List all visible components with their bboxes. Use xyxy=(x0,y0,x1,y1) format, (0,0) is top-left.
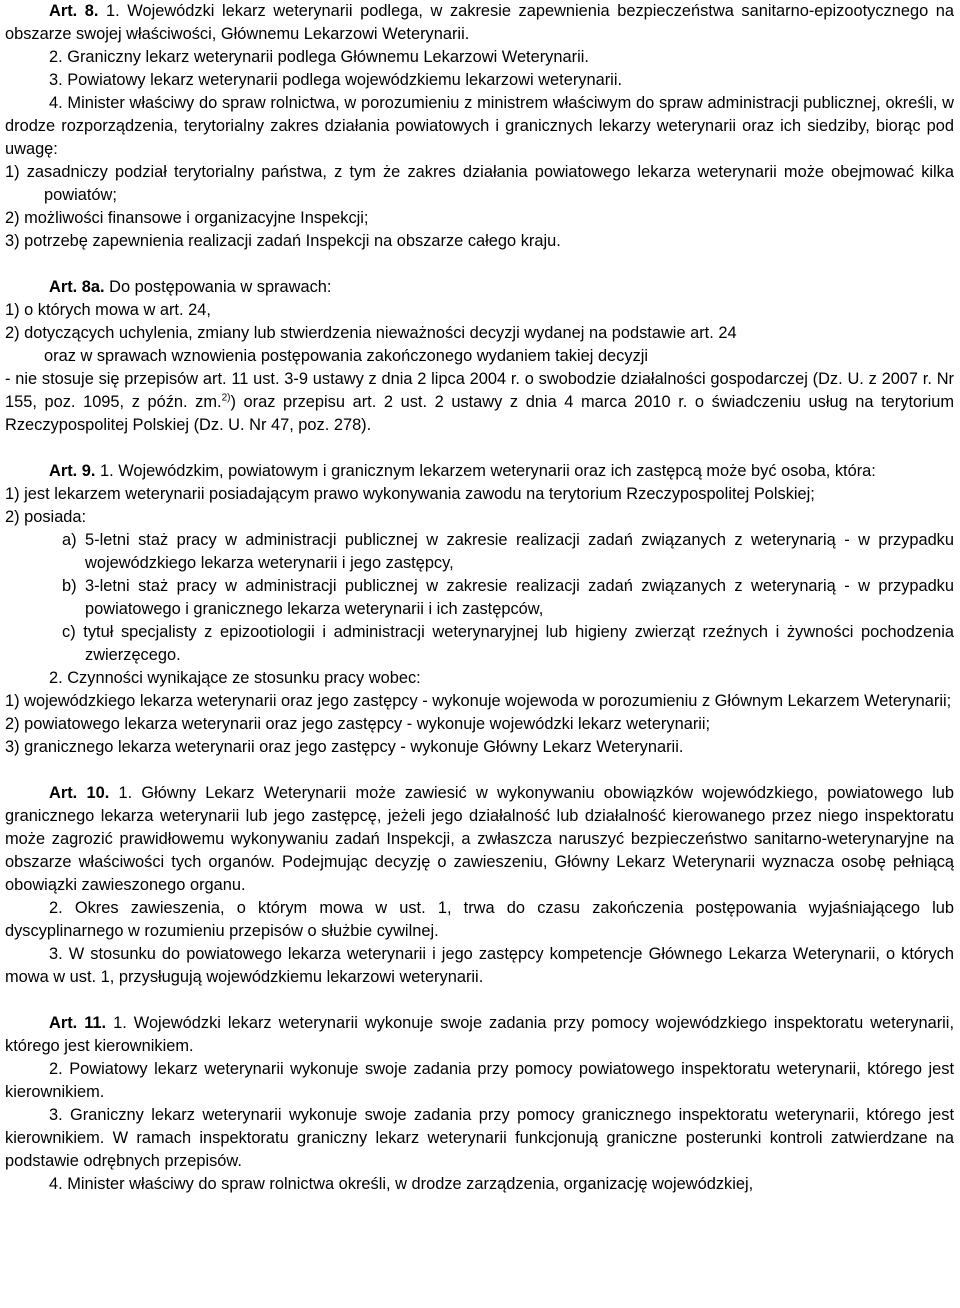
art11-par2: 2. Powiatowy lekarz weterynarii wykonuje swoje zadania przy pomocy powiatowego inspektoratu weterynarii, którego jest kierownikiem. xyxy=(5,1060,954,1101)
art8a-intro: Art. 8a. Do postępowania w sprawach: xyxy=(49,278,332,296)
art11-par3: 3. Graniczny lekarz weterynarii wykonuje swoje zadania przy pomocy granicznego inspektoratu weterynarii, którego jest kierownikiem. W ramach inspektoratu graniczny lekarz weterynarii funkcjonują graniczne posterunki kontroli zatwierdzane na podstawie odrębnych przepisów. xyxy=(5,1106,954,1170)
art8-par3: 3. Powiatowy lekarz weterynarii podlega wojewódzkiemu lekarzowi weterynarii. xyxy=(49,71,623,89)
art8a-item-2: 2) dotyczących uchylenia, zmiany lub stwierdzenia nieważności decyzji wydanej na podstawie art. 24 xyxy=(5,324,737,342)
art8-par4: 4. Minister właściwy do spraw rolnictwa, w porozumieniu z ministrem właściwym do spraw administracji publicznej, określi, w drodze rozporządzenia, terytorialny zakres działania powiatowych i granicznych lekarzy weterynarii oraz ich siedziby, biorąc pod uwagę: xyxy=(5,94,954,158)
art11-par1: Art. 11. 1. Wojewódzki lekarz weterynarii wykonuje swoje zadania przy pomocy wojewódzkiego inspektoratu weterynarii, którego jest kierownikiem. xyxy=(5,1014,955,1055)
article-9 xyxy=(5,460,954,759)
art9-sub-a: a) 5-letni staż pracy w administracji publicznej w zakresie realizacji zadań związanych z weterynarią - w przypadku wojewódzkiego lekarza weterynarii i jego zastępcy, xyxy=(62,531,954,572)
article-8 xyxy=(5,0,954,253)
article-11 xyxy=(5,1012,954,1196)
art8-item-3: 3) potrzebę zapewnienia realizacji zadań Inspekcji na obszarze całego kraju. xyxy=(5,232,561,250)
document-page xyxy=(5,0,954,1196)
art9-par2: 2. Czynności wynikające ze stosunku pracy wobec: xyxy=(49,669,421,687)
art11-heading: Art. 11. xyxy=(49,1014,107,1032)
footnote-ref: 2) xyxy=(221,392,231,404)
art9-par2-item-3: 3) granicznego lekarza weterynarii oraz jego zastępcy - wykonuje Główny Lekarz Weterynarii. xyxy=(5,738,684,756)
art8-heading: Art. 8. xyxy=(49,2,99,20)
art10-par1: Art. 10. 1. Główny Lekarz Weterynarii może zawiesić w wykonywaniu obowiązków wojewódzkiego, powiatowego lub granicznego lekarza weterynarii lub jego zastępcę, jeżeli jego działalność lub działalność kierowanego przez niego inspektoratu może zagrozić prawidłowemu wykonywaniu zadań Inspekcji, a zwłaszcza naruszyć bezpieczeństwo sanitarno-weterynaryjne na obszarze właściwości tych organów. Podejmując decyzję o zawieszeniu, Główny Lekarz Weterynarii wyznacza osobę pełniącą obowiązki zawieszonego organu. xyxy=(5,784,954,894)
art10-par3: 3. W stosunku do powiatowego lekarza weterynarii i jego zastępcy kompetencje Głównego Lekarza Weterynarii, o których mowa w ust. 1, przysługują wojewódzkiemu lekarzowi weterynarii. xyxy=(5,945,954,986)
art8a-item-1: 1) o których mowa w art. 24, xyxy=(5,301,211,319)
art8-par2: 2. Graniczny lekarz weterynarii podlega Głównemu Lekarzowi Weterynarii. xyxy=(49,48,589,66)
art10-heading: Art. 10. xyxy=(49,784,110,802)
art9-par2-item-1: 1) wojewódzkiego lekarza weterynarii oraz jego zastępcy - wykonuje wojewoda w porozumieniu z Głównym Lekarzem Weterynarii; xyxy=(5,692,952,710)
art11-par4: 4. Minister właściwy do spraw rolnictwa określi, w drodze zarządzenia, organizację wojewódzkiej, xyxy=(49,1175,754,1193)
art9-par1: Art. 9. 1. Wojewódzkim, powiatowym i granicznym lekarzem weterynarii oraz ich zastępcą może być osoba, która: xyxy=(49,462,876,480)
art8a-item-2-cont: oraz w sprawach wznowienia postępowania zakończonego wydaniem takiej decyzji xyxy=(44,347,649,365)
art8-par1: Art. 8. 1. Wojewódzki lekarz weterynarii podlega, w zakresie zapewnienia bezpieczeństwa sanitarno-epizootycznego na obszarze swojej właściwości, Głównemu Lekarzowi Weterynarii. xyxy=(5,2,955,43)
art8a-heading: Art. 8a. xyxy=(49,278,105,296)
art9-item-2: 2) posiada: xyxy=(5,508,87,526)
art9-sub-b: b) 3-letni staż pracy w administracji publicznej w zakresie realizacji zadań związanych z weterynarią - w przypadku powiatowego i granicznego lekarza weterynarii i ich zastępców, xyxy=(62,577,954,618)
art9-heading: Art. 9. xyxy=(49,462,96,480)
art9-item-1: 1) jest lekarzem weterynarii posiadającym prawo wykonywania zawodu na terytorium Rzeczypospolitej Polskiej; xyxy=(5,485,815,503)
article-8a xyxy=(5,276,954,437)
art8a-tail: - nie stosuje się przepisów art. 11 ust. 3-9 ustawy z dnia 2 lipca 2004 r. o swobodzie działalności gospodarczej (Dz. U. z 2007 r. Nr 155, poz. 1095, z późn. zm.$^{2)}$) oraz przepisu art. 2 ust. 2 ustawy z dnia 4 marca 2010 r. o świadczeniu usług na terytorium Rzeczypospolitej Polskiej (Dz. U. Nr 47, poz. 278). xyxy=(5,370,954,434)
art8-item-2: 2) możliwości finansowe i organizacyjne Inspekcji; xyxy=(5,209,369,227)
art9-sub-c: c) tytuł specjalisty z epizootiologii i administracji weterynaryjnej lub higieny zwierząt rzeźnych i żywności pochodzenia zwierzęcego. xyxy=(62,623,954,664)
art9-par2-item-2: 2) powiatowego lekarza weterynarii oraz jego zastępcy - wykonuje wojewódzki lekarz weterynarii; xyxy=(5,715,711,733)
article-10 xyxy=(5,782,954,989)
art8-item-1: 1) zasadniczy podział terytorialny państwa, z tym że zakres działania powiatowego lekarza weterynarii może obejmować kilka powiatów; xyxy=(5,163,954,204)
art10-par2: 2. Okres zawieszenia, o którym mowa w ust. 1, trwa do czasu zakończenia postępowania wyjaśniającego lub dyscyplinarnego w rozumieniu przepisów o służbie cywilnej. xyxy=(5,899,954,940)
